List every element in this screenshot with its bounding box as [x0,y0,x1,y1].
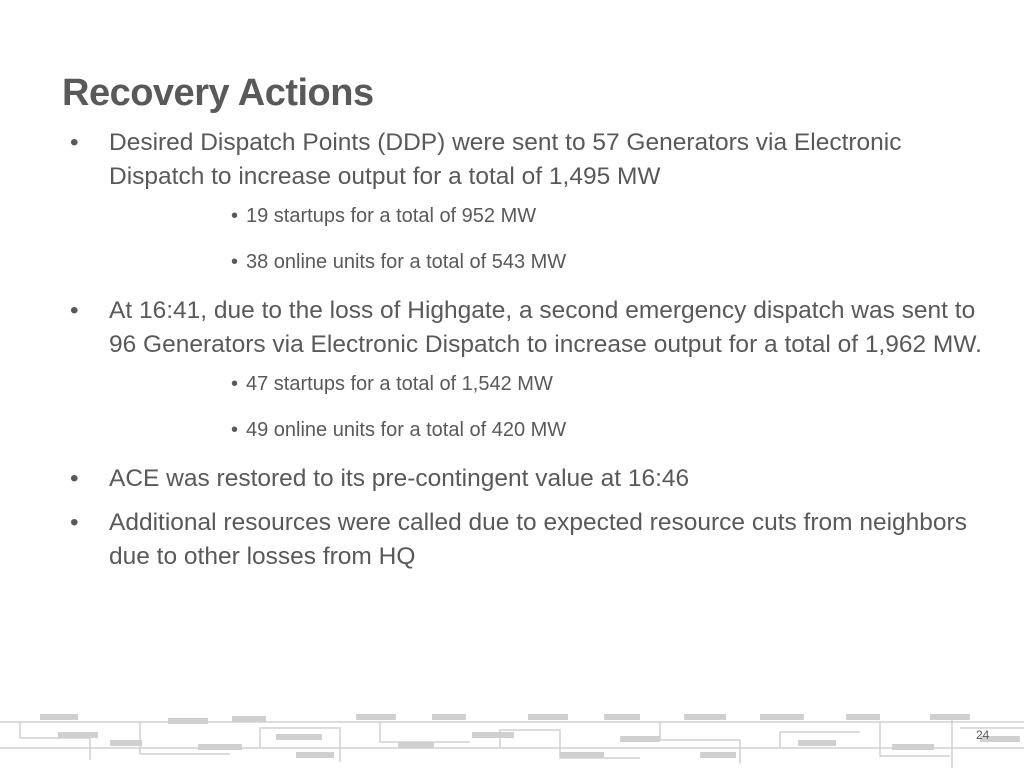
sub-bullet-text: 38 online units for a total of 543 MW [246,251,567,273]
bullet-dot-icon: • [70,129,79,156]
bullet-item [62,462,992,496]
sub-bullet-item [109,416,992,444]
bullet-text: ACE was restored to its pre-contingent value at 16:46 [109,465,690,492]
bullet-item [62,126,992,276]
page-number: 24 [976,728,990,742]
bullet-dot-icon: • [231,419,239,441]
sub-bullet-item [109,370,992,398]
circuit-decoration [0,708,1024,768]
sub-bullet-list [109,202,992,276]
bullet-dot-icon: • [231,373,239,395]
bullet-list [62,126,992,584]
sub-bullet-text: 49 online units for a total of 420 MW [246,419,567,441]
bullet-item [62,506,992,574]
bullet-dot-icon: • [70,509,79,536]
slide-title: Recovery Actions [62,72,374,114]
sub-bullet-text: 47 startups for a total of 1,542 MW [246,373,553,395]
bullet-item [62,294,992,444]
bullet-text: Desired Dispatch Points (DDP) were sent to 57 Generators via Electronic Dispatch to increase output for a total of 1,495 MW [109,129,902,190]
sub-bullet-item [109,202,992,230]
bullet-text: Additional resources were called due to expected resource cuts from neighbors due to other losses from HQ [109,509,967,570]
sub-bullet-text: 19 startups for a total of 952 MW [246,205,537,227]
bullet-dot-icon: • [231,251,239,273]
bullet-dot-icon: • [70,297,79,324]
bullet-dot-icon: • [70,465,79,492]
bullet-dot-icon: • [231,205,239,227]
sub-bullet-item [109,248,992,276]
bullet-text: At 16:41, due to the loss of Highgate, a second emergency dispatch was sent to 96 Generators via Electronic Dispatch to increase output for a total of 1,962 MW. [109,297,982,358]
sub-bullet-list [109,370,992,444]
